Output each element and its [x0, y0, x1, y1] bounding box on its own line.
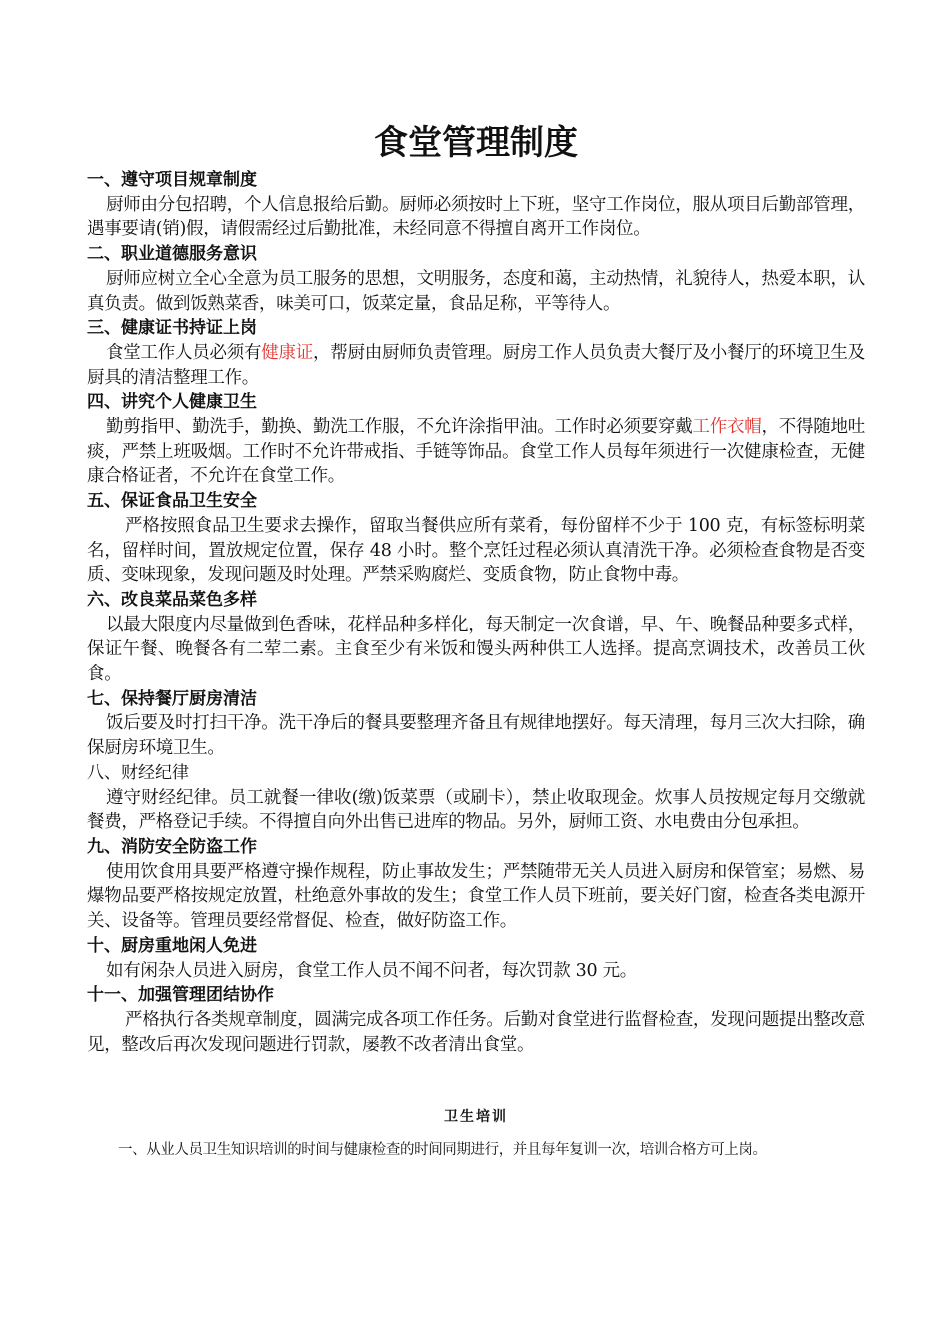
section-heading: 十一、加强管理团结协作: [87, 985, 274, 1006]
section-body: 厨师应树立全心全意为员工服务的思想，文明服务，态度和蔼，主动热情，礼貌待人，热爱本职，认真负责。做到饭熟菜香，味美可口，饭菜定量，食品足称，平等待人。: [87, 268, 865, 314]
highlighted-term: 健康证: [261, 342, 314, 363]
section-body: 遵守财经纪律。员工就餐一律收(缴)饭菜票（或刷卡），禁止收取现金。炊事人员按规定每月交缴就餐费，严格登记手续。不得擅自向外出售已进库的物品。另外，厨师工资、水电费由分包承担。: [87, 787, 865, 833]
section-heading: 七、保持餐厅厨房清洁: [87, 688, 257, 709]
body-text: 勤剪指甲、勤洗手，勤换、勤洗工作服，不允许涂指甲油。工作时必须要穿戴: [106, 417, 693, 438]
section-body: 严格执行各类规章制度，圆满完成各项工作任务。后勤对食堂进行监督检查，发现问题提出整改意见，整改后再次发现问题进行罚款，屡教不改者清出食堂。: [87, 1009, 865, 1055]
section-heading: 九、消防安全防盗工作: [87, 836, 257, 857]
body-text: ，不得随地吐痰，严禁上班吸烟。工作时不允许带戒指、手链等饰品。食堂工作人员每年须进行一次健康检查，无健康合格证者，不允许在食堂工作。: [87, 417, 865, 487]
section-body: [87, 341, 865, 390]
section-heading: 二、职业道德服务意识: [87, 244, 257, 265]
section-heading: 一、遵守项目规章制度: [87, 170, 257, 190]
section-heading: 六、改良菜品菜色多样: [87, 589, 257, 610]
section-body: [87, 415, 865, 489]
section-heading: 十、厨房重地闲人免进: [87, 935, 257, 956]
document-title: 食堂管理制度: [374, 123, 578, 163]
document-page: [87, 120, 865, 1162]
training-title: 卫生培训: [444, 1109, 508, 1126]
section-body: 饭后要及时打扫干净。洗干净后的餐具要整理齐备且有规律地摆好。每天清理，每月三次大扫除，确保厨房环境卫生。: [87, 713, 865, 759]
section-heading: 四、讲究个人健康卫生: [87, 392, 257, 413]
body-text: 食堂工作人员必须有: [106, 342, 262, 363]
section-body: 如有闲杂人员进入厨房，食堂工作人员不闻不问者，每次罚款 30 元。: [106, 960, 637, 981]
highlighted-term: 工作衣帽: [692, 417, 762, 438]
section-body: 使用饮食用具要严格遵守操作规程，防止事故发生；严禁随带无关人员进入厨房和保管室；易燃、易爆物品要严格按规定放置，杜绝意外事故的发生；食堂工作人员下班前，要关好门窗，检查各类电源开关、设备等。管理员要经常督促、检查，做好防盗工作。: [87, 861, 865, 932]
section-heading: 三、健康证书持证上岗: [87, 318, 257, 339]
section-heading: 八、财经纪律: [87, 762, 189, 783]
section-heading: 五、保证食品卫生安全: [87, 491, 257, 512]
training-item: 一、从业人员卫生知识培训的时间与健康检查的时间同期进行，并且每年复训一次，培训合格方可上岗。: [118, 1142, 767, 1159]
section-body: 以最大限度内尽量做到色香味，花样品种多样化，每天制定一次食谱，早、午、晚餐品种要多式样，保证午餐、晚餐各有二荤二素。主食至少有米饭和馒头两种供工人选择。提高烹调技术，改善员工伙食。: [87, 614, 865, 685]
section-body: 厨师由分包招聘，个人信息报给后勤。厨师必须按时上下班，坚守工作岗位，服从项目后勤部管理，遇事要请(销)假，请假需经过后勤批准，未经同意不得擅自离开工作岗位。: [87, 194, 865, 240]
section-body: 严格按照食品卫生要求去操作，留取当餐供应所有菜肴，每份留样不少于 100 克，有标签标明菜名，留样时间，置放规定位置，保存 48 小时。整个烹饪过程必须认真清洗干净。必须检查食物是否变质、变味现象，发现问题及时处理。严禁采购腐烂、变质食物，防止食物中毒。: [87, 515, 865, 586]
body-text: ，帮厨由厨师负责管理。厨房工作人员负责大餐厅及小餐厅的环境卫生及厨具的清洁整理工作。: [87, 342, 865, 388]
